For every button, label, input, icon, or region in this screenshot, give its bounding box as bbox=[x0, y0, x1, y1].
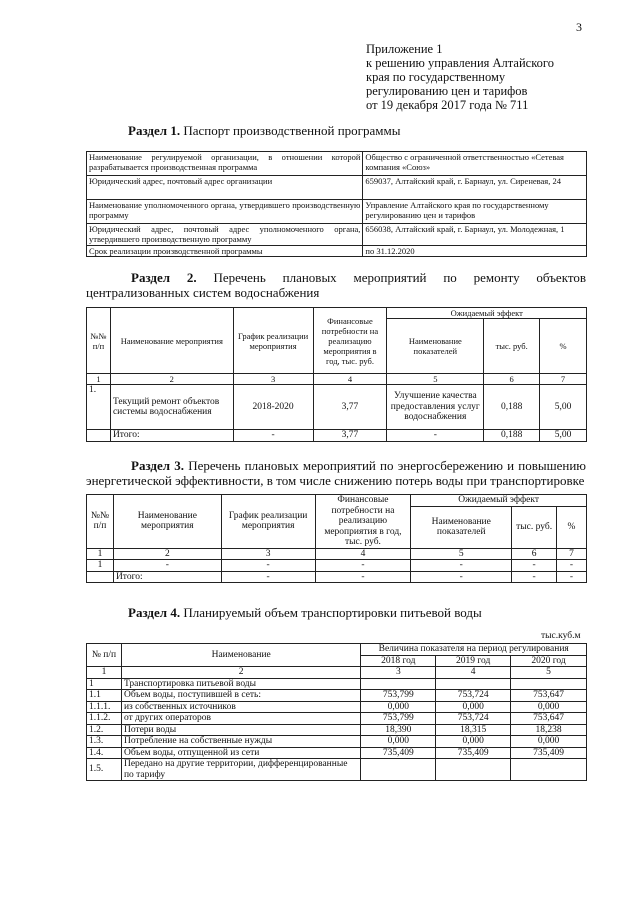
section2-label: Раздел 2. bbox=[131, 270, 197, 285]
cell: 2018-2020 bbox=[233, 385, 313, 430]
cell: 18,238 bbox=[511, 724, 587, 736]
header-cell: 2019 год bbox=[436, 655, 511, 667]
header-cell: 2018 год bbox=[361, 655, 436, 667]
cell: 1 bbox=[87, 678, 122, 690]
cell: 1.1.1. bbox=[87, 701, 122, 713]
cell: 1.1 bbox=[87, 690, 122, 702]
header-cell: Наименование мероприятия bbox=[113, 495, 221, 549]
cell: - bbox=[233, 430, 313, 442]
section2-title: Перечень плановых мероприятий по ремонту объектов централизованных систем водоснабжения bbox=[86, 270, 586, 300]
cell bbox=[511, 759, 587, 781]
cell: 0,000 bbox=[361, 736, 436, 748]
cell bbox=[361, 678, 436, 690]
header-cell: Наименование показателей bbox=[387, 319, 484, 374]
header-cell: Ожидаемый эффект bbox=[411, 495, 587, 507]
cell: - bbox=[557, 571, 587, 583]
cell: 1.4. bbox=[87, 747, 122, 759]
cell: 1 bbox=[87, 667, 122, 679]
cell: 5,00 bbox=[540, 385, 587, 430]
cell: Наименование регулируемой организации, в отношении которой разрабатывается производственная программа bbox=[87, 152, 363, 176]
cell: Юридический адрес, почтовый адрес уполномоченного органа, утвердившего производственную программу bbox=[87, 224, 363, 246]
cell: 0,000 bbox=[436, 701, 511, 713]
cell: 753,799 bbox=[361, 713, 436, 725]
cell: - bbox=[315, 571, 411, 583]
header-cell: Величина показателя на период регулирования bbox=[361, 644, 587, 656]
cell: 1.3. bbox=[87, 736, 122, 748]
section1-title: Паспорт производственной программы bbox=[183, 123, 401, 138]
cell: 5,00 bbox=[540, 430, 587, 442]
cell: 0,000 bbox=[511, 701, 587, 713]
header-cell: Наименование bbox=[121, 644, 360, 667]
cell: 3 bbox=[221, 548, 315, 560]
header-cell: Наименование мероприятия bbox=[110, 308, 233, 374]
cell: по 31.12.2020 bbox=[363, 246, 587, 257]
table-row bbox=[87, 495, 587, 507]
cell: 1. bbox=[87, 385, 111, 430]
cell: Управление Алтайского края по государственному регулированию цен и тарифов bbox=[363, 200, 587, 224]
cell: из собственных источников bbox=[121, 701, 360, 713]
header-cell: тыс. руб. bbox=[512, 507, 557, 548]
cell bbox=[361, 759, 436, 781]
cell bbox=[87, 430, 111, 442]
cell: 7 bbox=[540, 374, 587, 385]
cell: 4 bbox=[313, 374, 387, 385]
header-cell: Финансовые потребности на реализацию мероприятия в год, тыс. руб. bbox=[315, 495, 411, 549]
table-row bbox=[87, 701, 587, 713]
cell: 656038, Алтайский край, г. Барнаул, ул. Молодежная, 1 bbox=[363, 224, 587, 246]
table-row bbox=[87, 678, 587, 690]
cell: - bbox=[557, 560, 587, 572]
table-row bbox=[87, 246, 587, 257]
section3-title: Перечень плановых мероприятий по энергосбережению и повышению энергетической эффективности, в том числе снижению потерь воды при транспортировке bbox=[86, 458, 586, 488]
cell: 0,188 bbox=[484, 385, 540, 430]
section4-title: Планируемый объем транспортировки питьевой воды bbox=[183, 605, 482, 620]
appendix-block bbox=[366, 42, 554, 112]
cell: Текущий ремонт объектов системы водоснабжения bbox=[110, 385, 233, 430]
cell: 735,409 bbox=[436, 747, 511, 759]
cell: 4 bbox=[315, 548, 411, 560]
cell: Наименование уполномоченного органа, утвердившего производственную программу bbox=[87, 200, 363, 224]
cell: Общество с ограниченной ответственностью «Сетевая компания «Союз» bbox=[363, 152, 587, 176]
cell: 2 bbox=[110, 374, 233, 385]
cell: Транспортировка питьевой воды bbox=[121, 678, 360, 690]
cell: 7 bbox=[557, 548, 587, 560]
cell: 753,799 bbox=[361, 690, 436, 702]
section1-label: Раздел 1. bbox=[128, 123, 181, 138]
cell bbox=[436, 678, 511, 690]
section4-label: Раздел 4. bbox=[128, 605, 181, 620]
cell: 659037, Алтайский край, г. Барнаул, ул. Сиреневая, 24 bbox=[363, 176, 587, 200]
table-row bbox=[87, 690, 587, 702]
table-row bbox=[87, 152, 587, 176]
cell: 3,77 bbox=[313, 430, 387, 442]
cell: - bbox=[512, 560, 557, 572]
header-cell: % bbox=[557, 507, 587, 548]
table-row bbox=[87, 176, 587, 200]
cell: Итого: bbox=[113, 571, 221, 583]
cell: 6 bbox=[512, 548, 557, 560]
cell: Улучшение качества предоставления услуг водоснабжения bbox=[387, 385, 484, 430]
header-cell: Ожидаемый эффект bbox=[387, 308, 587, 319]
cell: Срок реализации производственной программы bbox=[87, 246, 363, 257]
cell: - bbox=[411, 560, 512, 572]
section2-heading bbox=[86, 270, 586, 300]
section3-table bbox=[86, 494, 587, 583]
header-cell: Наименование показателей bbox=[411, 507, 512, 548]
cell bbox=[511, 678, 587, 690]
cell: 753,647 bbox=[511, 690, 587, 702]
table-row bbox=[87, 667, 587, 679]
header-cell: №№ п/п bbox=[87, 308, 111, 374]
page-number: 3 bbox=[576, 20, 582, 34]
appendix-line: к решению управления Алтайского bbox=[366, 56, 554, 70]
table-row bbox=[87, 308, 587, 319]
header-cell: Финансовые потребности на реализацию мероприятия в год, тыс. руб. bbox=[313, 308, 387, 374]
cell: 0,188 bbox=[484, 430, 540, 442]
cell: 735,409 bbox=[361, 747, 436, 759]
cell: 1.1.2. bbox=[87, 713, 122, 725]
cell: 1 bbox=[87, 548, 114, 560]
table-row bbox=[87, 747, 587, 759]
cell: от других операторов bbox=[121, 713, 360, 725]
cell: Передано на другие территории, дифференцированные по тарифу bbox=[121, 759, 360, 781]
appendix-line: Приложение 1 bbox=[366, 42, 443, 56]
cell: Итого: bbox=[110, 430, 233, 442]
cell: 2 bbox=[113, 548, 221, 560]
cell: 1.5. bbox=[87, 759, 122, 781]
section4-table bbox=[86, 643, 587, 781]
cell: Объем воды, отпущенной из сети bbox=[121, 747, 360, 759]
table-row bbox=[87, 560, 587, 572]
header-cell: График реализации мероприятия bbox=[221, 495, 315, 549]
table-row bbox=[87, 724, 587, 736]
table-row bbox=[87, 548, 587, 560]
cell: 3 bbox=[361, 667, 436, 679]
cell: Потребление на собственные нужды bbox=[121, 736, 360, 748]
cell: 2 bbox=[121, 667, 360, 679]
cell bbox=[436, 759, 511, 781]
header-cell: 2020 год bbox=[511, 655, 587, 667]
section2-table bbox=[86, 307, 587, 442]
table-row bbox=[87, 759, 587, 781]
section1-table bbox=[86, 151, 587, 257]
cell: 1 bbox=[87, 374, 111, 385]
header-cell: № п/п bbox=[87, 644, 122, 667]
cell: 753,724 bbox=[436, 690, 511, 702]
table-row bbox=[87, 224, 587, 246]
cell: 735,409 bbox=[511, 747, 587, 759]
section4-heading bbox=[128, 605, 482, 621]
table-row bbox=[87, 385, 587, 430]
cell bbox=[87, 571, 114, 583]
cell: - bbox=[315, 560, 411, 572]
header-cell: №№ п/п bbox=[87, 495, 114, 549]
header-cell: тыс. руб. bbox=[484, 319, 540, 374]
cell: 6 bbox=[484, 374, 540, 385]
header-cell: % bbox=[540, 319, 587, 374]
cell: 3 bbox=[233, 374, 313, 385]
cell: - bbox=[221, 571, 315, 583]
cell: - bbox=[221, 560, 315, 572]
table-row bbox=[87, 200, 587, 224]
appendix-line: от 19 декабря 2017 года № 711 bbox=[366, 98, 529, 112]
table-row bbox=[87, 644, 587, 656]
table-row bbox=[87, 571, 587, 583]
table-row bbox=[87, 713, 587, 725]
cell: 5 bbox=[411, 548, 512, 560]
cell: 1 bbox=[87, 560, 114, 572]
section3-label: Раздел 3. bbox=[131, 458, 184, 473]
unit-label: тыс.куб.м bbox=[541, 631, 581, 641]
cell: - bbox=[387, 430, 484, 442]
cell: 753,647 bbox=[511, 713, 587, 725]
section3-heading bbox=[86, 458, 586, 488]
cell: - bbox=[512, 571, 557, 583]
table-row bbox=[87, 736, 587, 748]
cell: 5 bbox=[511, 667, 587, 679]
cell: 4 bbox=[436, 667, 511, 679]
table-row bbox=[87, 374, 587, 385]
cell: 0,000 bbox=[361, 701, 436, 713]
cell: - bbox=[113, 560, 221, 572]
table-row bbox=[87, 430, 587, 442]
appendix-line: регулированию цен и тарифов bbox=[366, 84, 528, 98]
cell: 18,390 bbox=[361, 724, 436, 736]
cell: 0,000 bbox=[511, 736, 587, 748]
cell: Потери воды bbox=[121, 724, 360, 736]
cell: Объем воды, поступившей в сеть: bbox=[121, 690, 360, 702]
cell: 5 bbox=[387, 374, 484, 385]
cell: 0,000 bbox=[436, 736, 511, 748]
cell: 18,315 bbox=[436, 724, 511, 736]
cell: - bbox=[411, 571, 512, 583]
appendix-line: края по государственному bbox=[366, 70, 506, 84]
header-cell: График реализации мероприятия bbox=[233, 308, 313, 374]
section1-heading bbox=[128, 123, 400, 139]
cell: 3,77 bbox=[313, 385, 387, 430]
cell: 753,724 bbox=[436, 713, 511, 725]
cell: 1.2. bbox=[87, 724, 122, 736]
cell: Юридический адрес, почтовый адрес организации bbox=[87, 176, 363, 200]
